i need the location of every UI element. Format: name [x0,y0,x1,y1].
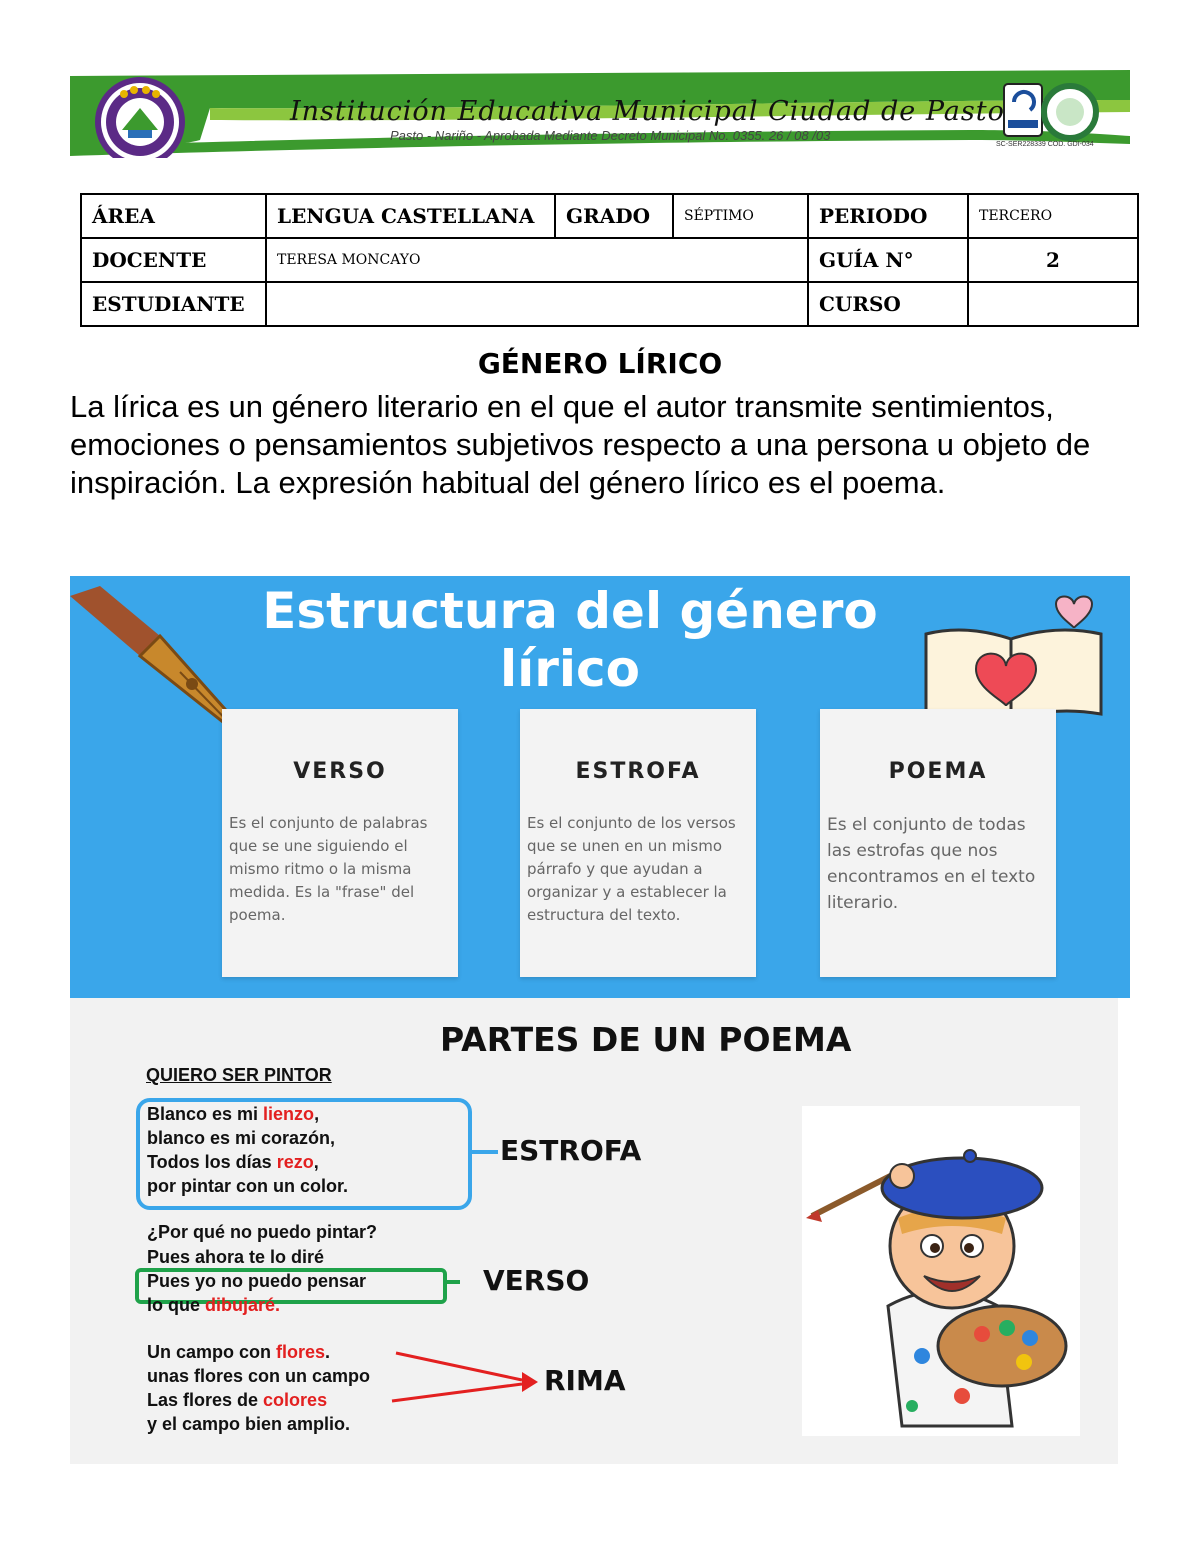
institution-subtitle: Pasto - Nariño - Aprobada Mediante Decreto Municipal No. 0355. 26 / 08 /03 [390,128,831,143]
estudiante-label: ESTUDIANTE [81,282,266,326]
page-title: GÉNERO LÍRICO [477,347,723,380]
card-estrofa-title: ESTROFA [575,759,701,784]
grado-label: GRADO [555,194,673,238]
rima-label: RIMA [544,1364,626,1397]
guia-label: GUÍA N° [808,238,968,282]
docente-value: TERESA MONCAYO [266,238,808,282]
poem-line-2: blanco es mi corazón, [147,1128,336,1148]
structure-heading-line1: Estructura del género [262,582,878,640]
institution-name: Institución Educativa Municipal Ciudad de Pasto [290,96,1005,127]
card-poema-title: POEMA [888,759,988,784]
periodo-value: TERCERO [968,194,1138,238]
card-poema-text: Es el conjunto de todas las estrofas que nos encontramos en el texto literario. [827,815,1036,913]
intro-paragraph: La lírica es un género literario en el que el autor transmite sentimientos, emociones o pensamientos subjetivos respecto a una persona u objeto de inspiración. La expresión habitual del género lírico es el poema. [70,389,1091,500]
structure-infographic [70,576,1130,998]
poem-line-3: Todos los días rezo, [147,1152,319,1172]
card-estrofa [520,709,756,977]
poem-parts-heading: PARTES DE UN POEMA [440,1020,852,1059]
poem-parts-infographic [70,998,1118,1464]
poem-line-1: Blanco es mi lienzo, [147,1104,320,1124]
card-verso [222,709,458,977]
poem-line-11: Las flores de colores [147,1390,328,1410]
painter-illustration [802,1106,1080,1436]
poem-title: QUIERO SER PINTOR [146,1065,332,1085]
estudiante-value[interactable] [266,282,808,326]
curso-value[interactable] [968,282,1138,326]
verso-label: VERSO [483,1264,590,1297]
painter-boy-icon [802,1106,1080,1436]
poem-line-4: por pintar con un color. [147,1176,349,1196]
poem-line-10: unas flores con un campo [147,1366,371,1386]
certificate-code: SC-SER228339 COD. GDI-034 [996,141,1094,148]
card-verso-title: VERSO [293,759,387,784]
area-value: LENGUA CASTELLANA [266,194,555,238]
info-table [80,193,1139,327]
poem-line-12: y el campo bien amplio. [147,1414,351,1434]
book-hearts-icon [916,594,1116,724]
card-verso-text: Es el conjunto de palabras que se une siguiendo el mismo ritmo o la misma medida. Es la "frase" del poema. [229,814,428,924]
structure-heading-line2: lírico [499,640,641,698]
poem-line-9: Un campo con flores. [147,1342,331,1362]
poem-line-8: lo que dibujaré. [147,1295,281,1315]
guia-value: 2 [968,238,1138,282]
poem-line-5: ¿Por qué no puedo pintar? [147,1222,377,1242]
poem-line-7: Pues yo no puedo pensar [147,1271,367,1291]
docente-label: DOCENTE [81,238,266,282]
area-label: ÁREA [81,194,266,238]
curso-label: CURSO [808,282,968,326]
grado-value: SÉPTIMO [673,194,808,238]
card-poema [820,709,1056,977]
poem-line-6: Pues ahora te lo diré [147,1247,325,1267]
periodo-label: PERIODO [808,194,968,238]
card-estrofa-text: Es el conjunto de los versos que se unen en un mismo párrafo y que ayudan a organizar y a establecer la estructura del texto. [527,814,736,924]
estrofa-label: ESTROFA [500,1134,642,1167]
